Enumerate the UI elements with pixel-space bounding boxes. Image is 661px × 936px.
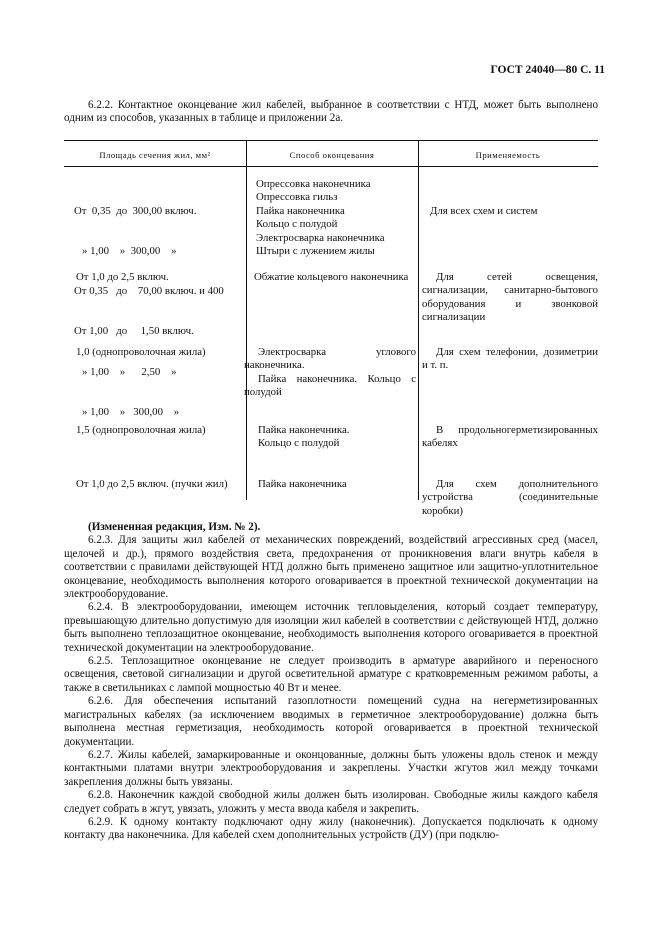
group1-area <box>74 178 244 446</box>
paragraph-6-2-9: 6.2.9. К одному контакту подключают одну жилу (наконечник). Допускается подключать к одному контакту два наконечника. Для кабелей схем дополнительных устройств (ДУ) (при подклю- <box>64 815 598 842</box>
paragraph-6-2-7: 6.2.7. Жилы кабелей, замаркированные и оконцованные, должны быть уложены вдоль стенок и между контактными платами внутри электрооборудования и закреплены. Участки жгутов жил между точками закрепления должны быть увязаны. <box>64 748 598 788</box>
group2-applicability: Для сетей освещения, сигнализации, санитарно-бытового оборудования и звонковой сигнализации <box>422 271 598 324</box>
paragraph-6-2-4: 6.2.4. В электрооборудовании, имеющем источник тепловыделения, который создает температуру, превышающую длительно допустимую для изоляции жил кабелей в соответствии с действующей НТД, должно быть выполнено теплозащитное оконцевание, необходимость выполнения которого оговаривается в проектной технической документации на электрооборудование. <box>64 601 598 654</box>
group4-area: 1,5 (однопроволочная жила) <box>76 424 206 436</box>
group3-area: 1,0 (однопроволочная жила) <box>76 346 206 358</box>
table-cell: Кольцо с полудой <box>256 218 338 231</box>
table-cell: От 0,35 до 70,00 включ. и 400 <box>74 285 224 298</box>
group2-area: От 1,0 до 2,5 включ. <box>76 271 169 283</box>
group3-method-b: Пайка наконечника. Кольцо с полудой <box>244 373 416 399</box>
group5-method: Пайка наконечника <box>258 478 347 490</box>
page-header: ГОСТ 24040—80 С. 11 <box>490 64 605 76</box>
intro-paragraph: 6.2.2. Контактное оконцевание жил кабелей, выбранное в соответствии с НТД, может быть выполнено одним из способов, указанных в таблице и приложении 2а. <box>64 99 598 125</box>
group1-methods <box>256 178 422 258</box>
group5-applicability: Для схем дополнительного устройства (соединительные коробки) <box>422 478 598 517</box>
paragraph-6-2-3: 6.2.3. Для защиты жил кабелей от механических повреждений, воздействий агрессивных сред (масел, щелочей и др.), прямого воздействия света, предохранения от проникновения влаги внутрь кабеля в соответствии с правилами действующей НТД должно быть применено защитное или защитно-уплотнительное оконцевание, необходимость выполнения которого оговаривается в проектной технической документации на электрооборудование. <box>64 534 598 601</box>
header-applicability: Применяемость <box>475 150 541 160</box>
table-cell: Пайка наконечника <box>256 204 345 217</box>
paragraph-6-2-8: 6.2.8. Наконечник каждой свободной жилы должен быть изолирован. Свободные жилы каждого кабеля следует собрать в жгут, увязать, уложить у места ввода кабеля и закрепить. <box>64 789 598 815</box>
table-cell: От 0,35 до 300,00 включ. <box>74 204 197 217</box>
header-area: Площадь сечения жил, мм² <box>99 150 211 160</box>
paragraph-6-2-5: 6.2.5. Теплозащитное оконцевание не следует производить в арматуре аварийного и переносного освещения, световой сигнализации и другой осветительной арматуре с кратковременным режимом работы, а также в светильниках с лампой мощностью 40 Вт и менее. <box>64 655 598 694</box>
group4-method-a: Пайка наконечника. <box>258 424 350 436</box>
amendment-note: (Измененная редакция, Изм. № 2). <box>88 521 261 533</box>
paragraph-6-2-6: 6.2.6. Для обеспечения испытаний газоплотности помещений судна на негерметизированных магистральных кабелях (за исключением вводимых в герметичное электрооборудование) должна быть выполнена местная герметизация, необходимость которой оговаривается в проектной технической документации. <box>64 695 598 748</box>
table-cell: Опрессовка гильз <box>256 191 338 204</box>
table-cell: От 1,00 до 1,50 включ. <box>74 325 194 338</box>
group4-method-b: Кольцо с полудой <box>258 437 340 449</box>
group3-applicability: Для схем телефонии, дозиметрии и т. п. <box>422 346 598 372</box>
table-cell: Штыри с лужением жилы <box>256 245 375 258</box>
header-method: Способ оконцевания <box>289 150 375 160</box>
table-header-border <box>64 166 598 167</box>
table-cell: » 1,00 » 300,00 » <box>82 245 177 258</box>
table-top-border <box>64 140 598 141</box>
group2-method: Обжатие кольцевого наконечника <box>254 271 409 283</box>
table-cell: » 1,00 » 2,50 » <box>82 365 177 378</box>
table-cell: Опрессовка наконечника <box>256 178 371 190</box>
group5-area: От 1,0 до 2,5 включ. (пучки жил) <box>76 478 228 490</box>
group4-applicability: В продольногерметизированных кабелях <box>422 424 598 450</box>
group1-applicability: Для всех схем и систем <box>430 205 538 217</box>
table-cell: Электросварка наконечника <box>256 231 385 244</box>
group3-method-a: Электросварка углового наконечника. <box>244 346 416 372</box>
body-text <box>64 521 598 843</box>
table-cell: » 1,00 » 300,00 » <box>82 405 180 418</box>
